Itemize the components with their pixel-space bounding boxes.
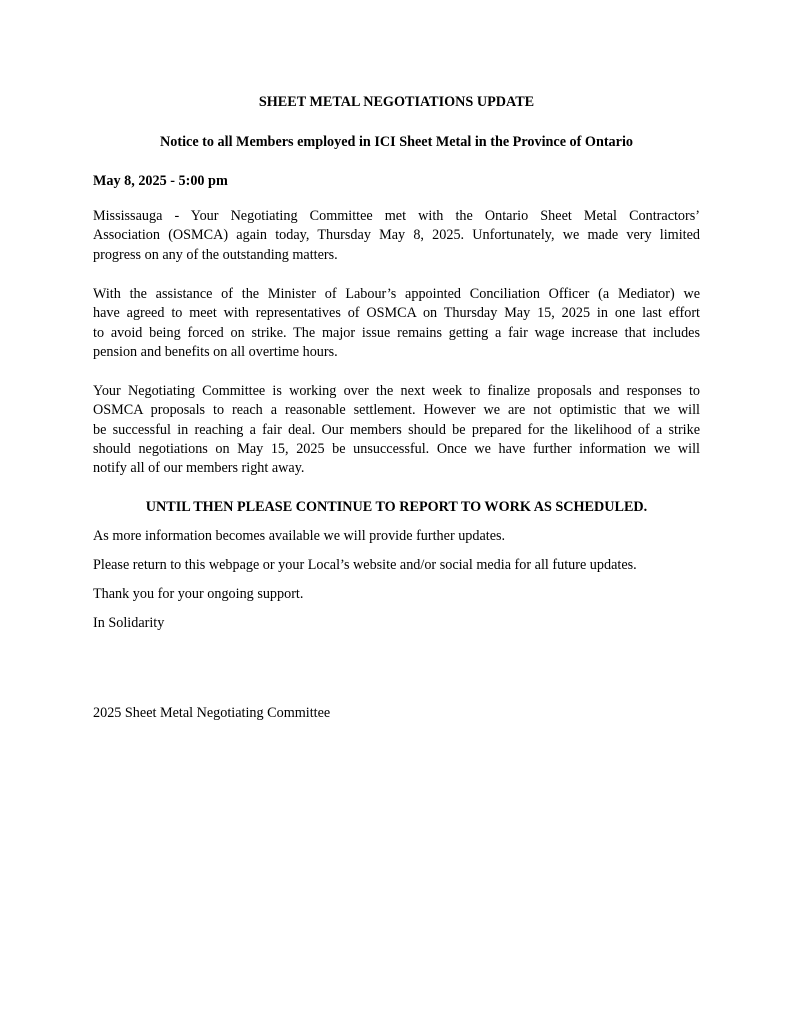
document-title: SHEET METAL NEGOTIATIONS UPDATE bbox=[258, 94, 535, 110]
paragraph-line: progress on any of the outstanding matters. bbox=[93, 246, 338, 263]
report-to-work-notice: UNTIL THEN PLEASE CONTINUE TO REPORT TO WORK AS SCHEDULED. bbox=[145, 499, 648, 515]
paragraph-meeting-update bbox=[93, 207, 700, 265]
paragraph-committee-work bbox=[93, 382, 700, 478]
paragraph-line: have agreed to meet with representatives of OSMCA on Thursday May 15, 2025 in one last effort bbox=[93, 305, 700, 322]
closing-line-solidarity: In Solidarity bbox=[93, 615, 165, 631]
paragraph-line: pension and benefits on all overtime hours. bbox=[93, 343, 338, 360]
paragraph-line: Mississauga - Your Negotiating Committee met with the Ontario Sheet Metal Contractors’ bbox=[93, 208, 700, 224]
paragraph-line: be successful in reaching a fair deal. Our members should be prepared for the likelihood of a strike bbox=[93, 421, 700, 438]
paragraph-line: to avoid being forced on strike. The major issue remains getting a fair wage increase that includes bbox=[93, 324, 700, 341]
closing-line-updates: As more information becomes available we will provide further updates. bbox=[93, 528, 506, 544]
paragraph-line: With the assistance of the Minister of Labour’s appointed Conciliation Officer (a Mediator) we bbox=[93, 286, 700, 302]
paragraph-line: Your Negotiating Committee is working over the next week to finalize proposals and responses to bbox=[93, 383, 700, 399]
document-subtitle: Notice to all Members employed in ICI Sheet Metal in the Province of Ontario bbox=[160, 134, 633, 150]
paragraph-line: Association (OSMCA) again today, Thursday May 8, 2025. Unfortunately, we made very limited bbox=[93, 227, 700, 244]
paragraph-line: OSMCA proposals to reach a reasonable settlement. However we are not optimistic that we will bbox=[93, 402, 700, 419]
paragraph-line: should negotiations on May 15, 2025 be unsuccessful. Once we have further information we will bbox=[93, 440, 700, 457]
dateline: May 8, 2025 - 5:00 pm bbox=[93, 173, 228, 189]
closing-line-return: Please return to this webpage or your Local’s website and/or social media for all future updates. bbox=[93, 557, 637, 573]
signature: 2025 Sheet Metal Negotiating Committee bbox=[93, 705, 331, 721]
paragraph-mediator bbox=[93, 285, 700, 362]
closing-line-thanks: Thank you for your ongoing support. bbox=[93, 586, 304, 602]
paragraph-line: notify all of our members right away. bbox=[93, 460, 305, 477]
